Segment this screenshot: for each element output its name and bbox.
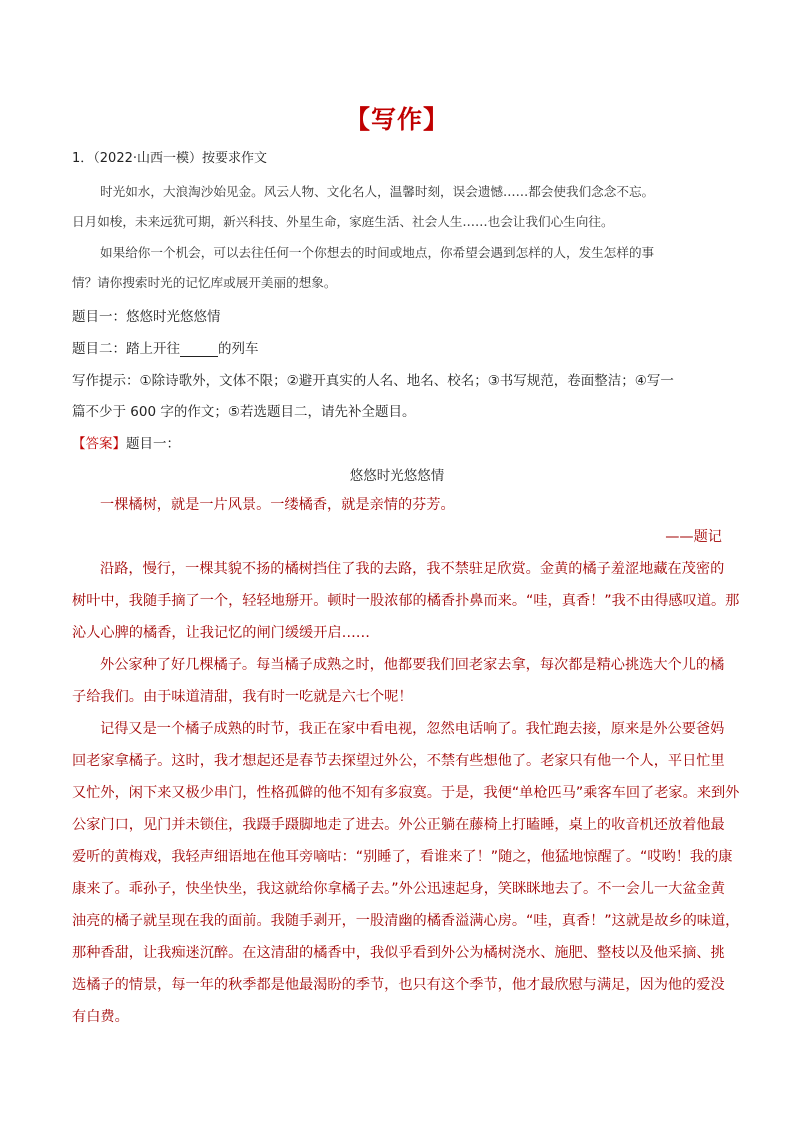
- answer-header: [72, 432, 180, 452]
- essay-line: 子给我们。由于味道清甜，我有时一吃就是六七个呢！: [72, 689, 413, 705]
- essay-line: 外公家种了好几棵橘子。每当橘子成熟之时，他都要我们回老家去拿，每次都是精心挑选大个儿的橘: [100, 657, 725, 673]
- prompt-line: 日月如梭，未来远犹可期，新兴科技、外星生命，家庭生活、社会人生……也会让我们心生向往。: [72, 214, 614, 229]
- question-number: 1．: [72, 151, 94, 166]
- question-instruction: 按要求作文: [202, 151, 268, 166]
- essay-title: 悠悠时光悠悠情: [349, 468, 445, 484]
- essay-line: 选橘子的情景，每一年的秋季都是他最渴盼的季节，也只有这个季节，他才最欣慰与满足，因为他的爱没: [72, 977, 725, 993]
- topic-two-suffix: 的列车: [218, 341, 259, 357]
- essay-line: 又忙外，闲下来又极少串门，性格孤僻的他不知有多寂寞。于是，我便“单枪匹马”乘客车回了老家。来到外: [72, 785, 740, 801]
- answer-topic: 题目一：: [126, 436, 180, 452]
- question-source: （2022·山西一模）: [93, 151, 202, 166]
- essay-line: 油亮的橘子就呈现在我的面前。我随手剥开，一股清幽的橘香溢满心房。“哇，真香！”这就是故乡的味道，: [72, 913, 740, 929]
- topic-two-prefix: 题目二：踏上开往: [72, 341, 180, 357]
- prompt-line: 时光如水，大浪淘沙始见金。风云人物、文化名人，温馨时刻，误会遗憾……都会使我们念念不忘。: [100, 184, 655, 199]
- essay-line: 沁人心脾的橘香，让我记忆的闸门缓缓开启……: [72, 625, 370, 641]
- essay-line: 爱听的黄梅戏，我轻声细语地在他耳旁嘀咕：“别睡了，看谁来了！”随之，他猛地惊醒了。“哎哟！我的康: [72, 849, 733, 865]
- prompt-line: 如果给你一个机会，可以去往任何一个你想去的时间或地点，你希望会遇到怎样的人，发生怎样的事: [100, 245, 655, 260]
- essay-line: 那种香甜，让我痴迷沉醉。在这清甜的橘香中，我似乎看到外公为橘树浇水、施肥、整枝以及他采摘、挑: [72, 945, 725, 961]
- essay-line: 有白费。: [72, 1009, 129, 1025]
- prompt-line: 情？请你搜索时光的记忆库或展开美丽的想象。: [72, 275, 337, 290]
- essay-line: 沿路，慢行，一棵其貌不扬的橘树挡住了我的去路，我不禁驻足欣赏。金黄的橘子羞涩地藏在茂密的: [100, 561, 725, 577]
- topic-two: [72, 337, 259, 357]
- essay-line: 公家门口，见门并未锁住，我蹑手蹑脚地走了进去。外公正躺在藤椅上打瞌睡，桌上的收音机还放着他最: [72, 817, 725, 833]
- topic-blank: [180, 342, 218, 357]
- topic-one: 题目一：悠悠时光悠悠情: [72, 309, 221, 325]
- epigraph-signature: ——题记: [665, 529, 722, 545]
- essay-line: 回老家拿橘子。这时，我才想起还是春节去探望过外公，不禁有些想他了。老家只有他一个人，平日忙里: [72, 753, 725, 769]
- writing-tip-line: 写作提示：①除诗歌外，文体不限；②避开真实的人名、地名、校名；③书写规范，卷面整洁；④写一: [72, 373, 674, 389]
- writing-tip-line: 篇不少于 600 字的作文；⑤若选题目二，请先补全题目。: [72, 404, 416, 420]
- essay-line: 记得又是一个橘子成熟的时节，我正在家中看电视，忽然电话响了。我忙跑去接，原来是外公要爸妈: [100, 721, 725, 737]
- essay-line: 康来了。乖孙子，快坐快坐，我这就给你拿橘子去。”外公迅速起身，笑眯眯地去了。不一会儿一大盆金黄: [72, 881, 725, 897]
- question-header: [72, 147, 267, 166]
- answer-label: 【答案】: [72, 436, 126, 452]
- essay-line: 树叶中，我随手摘了一个，轻轻地掰开。顿时一股浓郁的橘香扑鼻而来。“哇，真香！”我不由得感叹道。那: [72, 593, 740, 609]
- section-title: 【写作】: [344, 105, 449, 134]
- epigraph: 一棵橘树，就是一片风景。一缕橘香，就是亲情的芬芳。: [100, 497, 455, 513]
